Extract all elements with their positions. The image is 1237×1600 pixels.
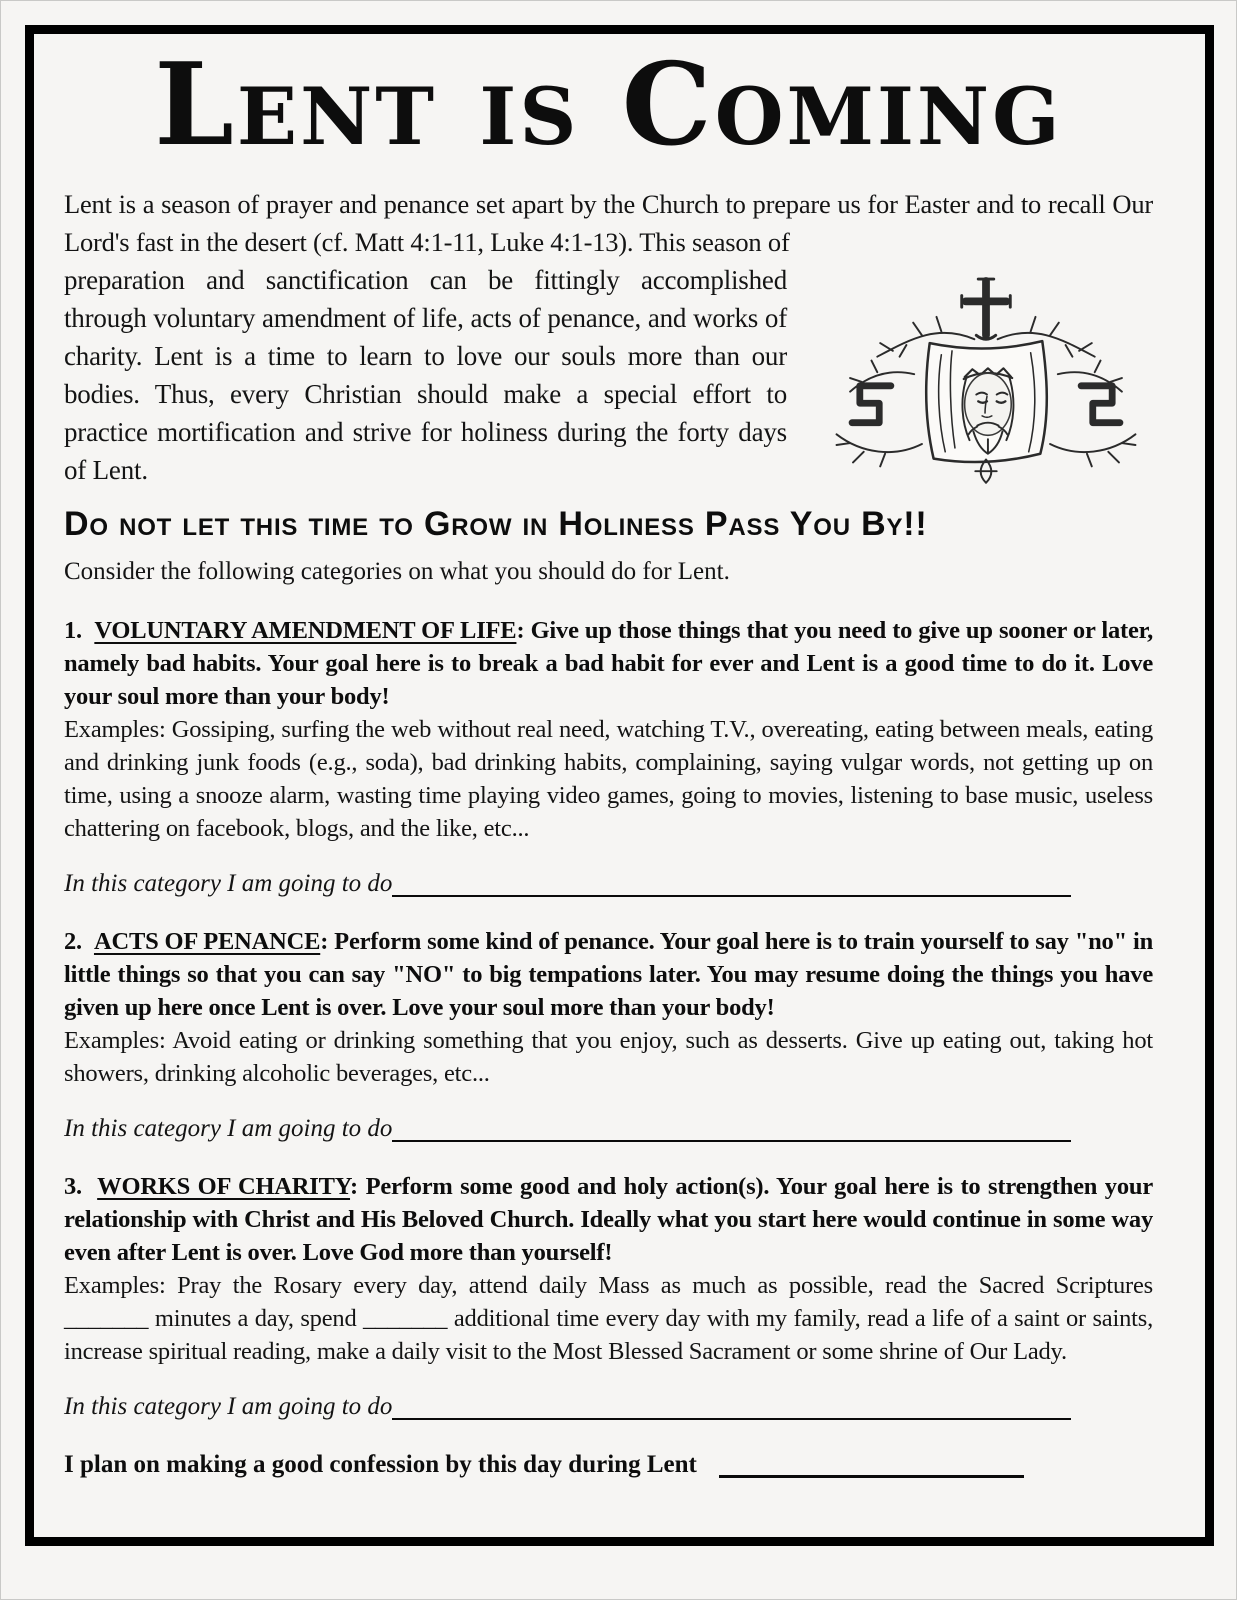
fill-in-row <box>64 1108 1071 1144</box>
fill-in-row <box>64 863 1071 899</box>
section-title: ACTS OF PENANCE <box>93 928 321 956</box>
section-lead-text: : Perform some kind of penance. Your goal here is to train yourself to say "no" in little things so that you can say "NO" to big tempations later. You may resume doing the things you have given up here once Lent is over. Love your soul more than your body! <box>64 928 1153 1022</box>
intro-paragraph-2-text: preparation and sanctification can be fittingly accomplished through voluntary amendment of life, acts of penance, and works of charity. Lent is a time to learn to love our souls more than our bodies. Thus, every Christian should make a special effort to practice mortification and strive for holiness during the forty days of Lent. <box>64 265 787 485</box>
headline: Do not let this time to Grow in Holiness Pass You By!! <box>64 505 928 543</box>
confession-prompt: I plan on making a good confession by this day during Lent <box>64 1451 697 1479</box>
write-in-blank-line <box>392 1393 1071 1420</box>
section-lead <box>64 1170 1153 1269</box>
write-in-blank-line <box>392 1115 1071 1142</box>
fill-in-row <box>64 1386 1071 1422</box>
page-title: Lent is Coming <box>154 38 1063 171</box>
write-in-blank-line <box>392 870 1071 897</box>
fill-in-prompt: In this category I am going to do <box>64 870 393 898</box>
section-number: 3. <box>64 1173 82 1201</box>
flyer-border-frame <box>25 25 1214 1546</box>
intro-paragraph-1: Lent is a season of prayer and penance set apart by the Church to prepare us for Easter and to recall Our Lord's fast in the desert (cf. Matt 4:1-11, Luke 4:1-13). This season of <box>64 189 1153 257</box>
section-voluntary-amendment-of-life <box>64 614 1153 899</box>
intro-paragraph-2 <box>64 261 1153 489</box>
section-examples: Examples: Avoid eating or drinking something that you enjoy, such as desserts. Give up eating out, taking hot showers, drinking alcoholic beverages, etc... <box>64 1027 1153 1088</box>
section-lead <box>64 614 1153 713</box>
section-number: 1. <box>64 617 82 645</box>
confession-write-in-blank <box>719 1451 1024 1478</box>
section-number: 2. <box>64 928 82 956</box>
section-title: WORKS OF CHARITY <box>97 1173 351 1201</box>
fill-in-prompt: In this category I am going to do <box>64 1115 393 1143</box>
section-acts-of-penance <box>64 925 1153 1144</box>
section-examples: Examples: Pray the Rosary every day, attend daily Mass as much as possible, read the Sacred Scriptures _______ minutes a day, spend _______ additional time every day with my family, read a life of a saint or saints, increase spiritual reading, make a daily visit to the Most Blessed Sacrament or some shrine of Our Lady. <box>64 1272 1153 1366</box>
confession-row <box>64 1444 1153 1480</box>
section-title: VOLUNTARY AMENDMENT OF LIFE <box>94 617 517 645</box>
fill-in-prompt: In this category I am going to do <box>64 1393 393 1421</box>
section-lead <box>64 925 1153 1024</box>
section-lead-text: : Perform some good and holy action(s). Your goal here is to strengthen your relationship with Christ and His Beloved Church. Ideally what you start here would continue in some way even after Lent is over. Love God more than yourself! <box>64 1173 1153 1267</box>
section-lead-text: : Give up those things that you need to give up sooner or later, namely bad habits. Your goal here is to break a bad habit for ever and Lent is a good time to do it. Love your soul more than your body! <box>64 617 1153 711</box>
veil-of-veronica-illustration <box>821 267 1151 491</box>
subheadline: Consider the following categories on what you should do for Lent. <box>64 558 730 586</box>
section-works-of-charity <box>64 1170 1153 1422</box>
section-examples: Examples: Gossiping, surfing the web without real need, watching T.V., overeating, eating between meals, eating and drinking junk foods (e.g., soda), bad drinking habits, complaining, saying vulgar words, not getting up on time, using a snooze alarm, wasting time playing video games, going to movies, listening to base music, useless chattering on facebook, blogs, and the like, etc... <box>64 716 1153 843</box>
